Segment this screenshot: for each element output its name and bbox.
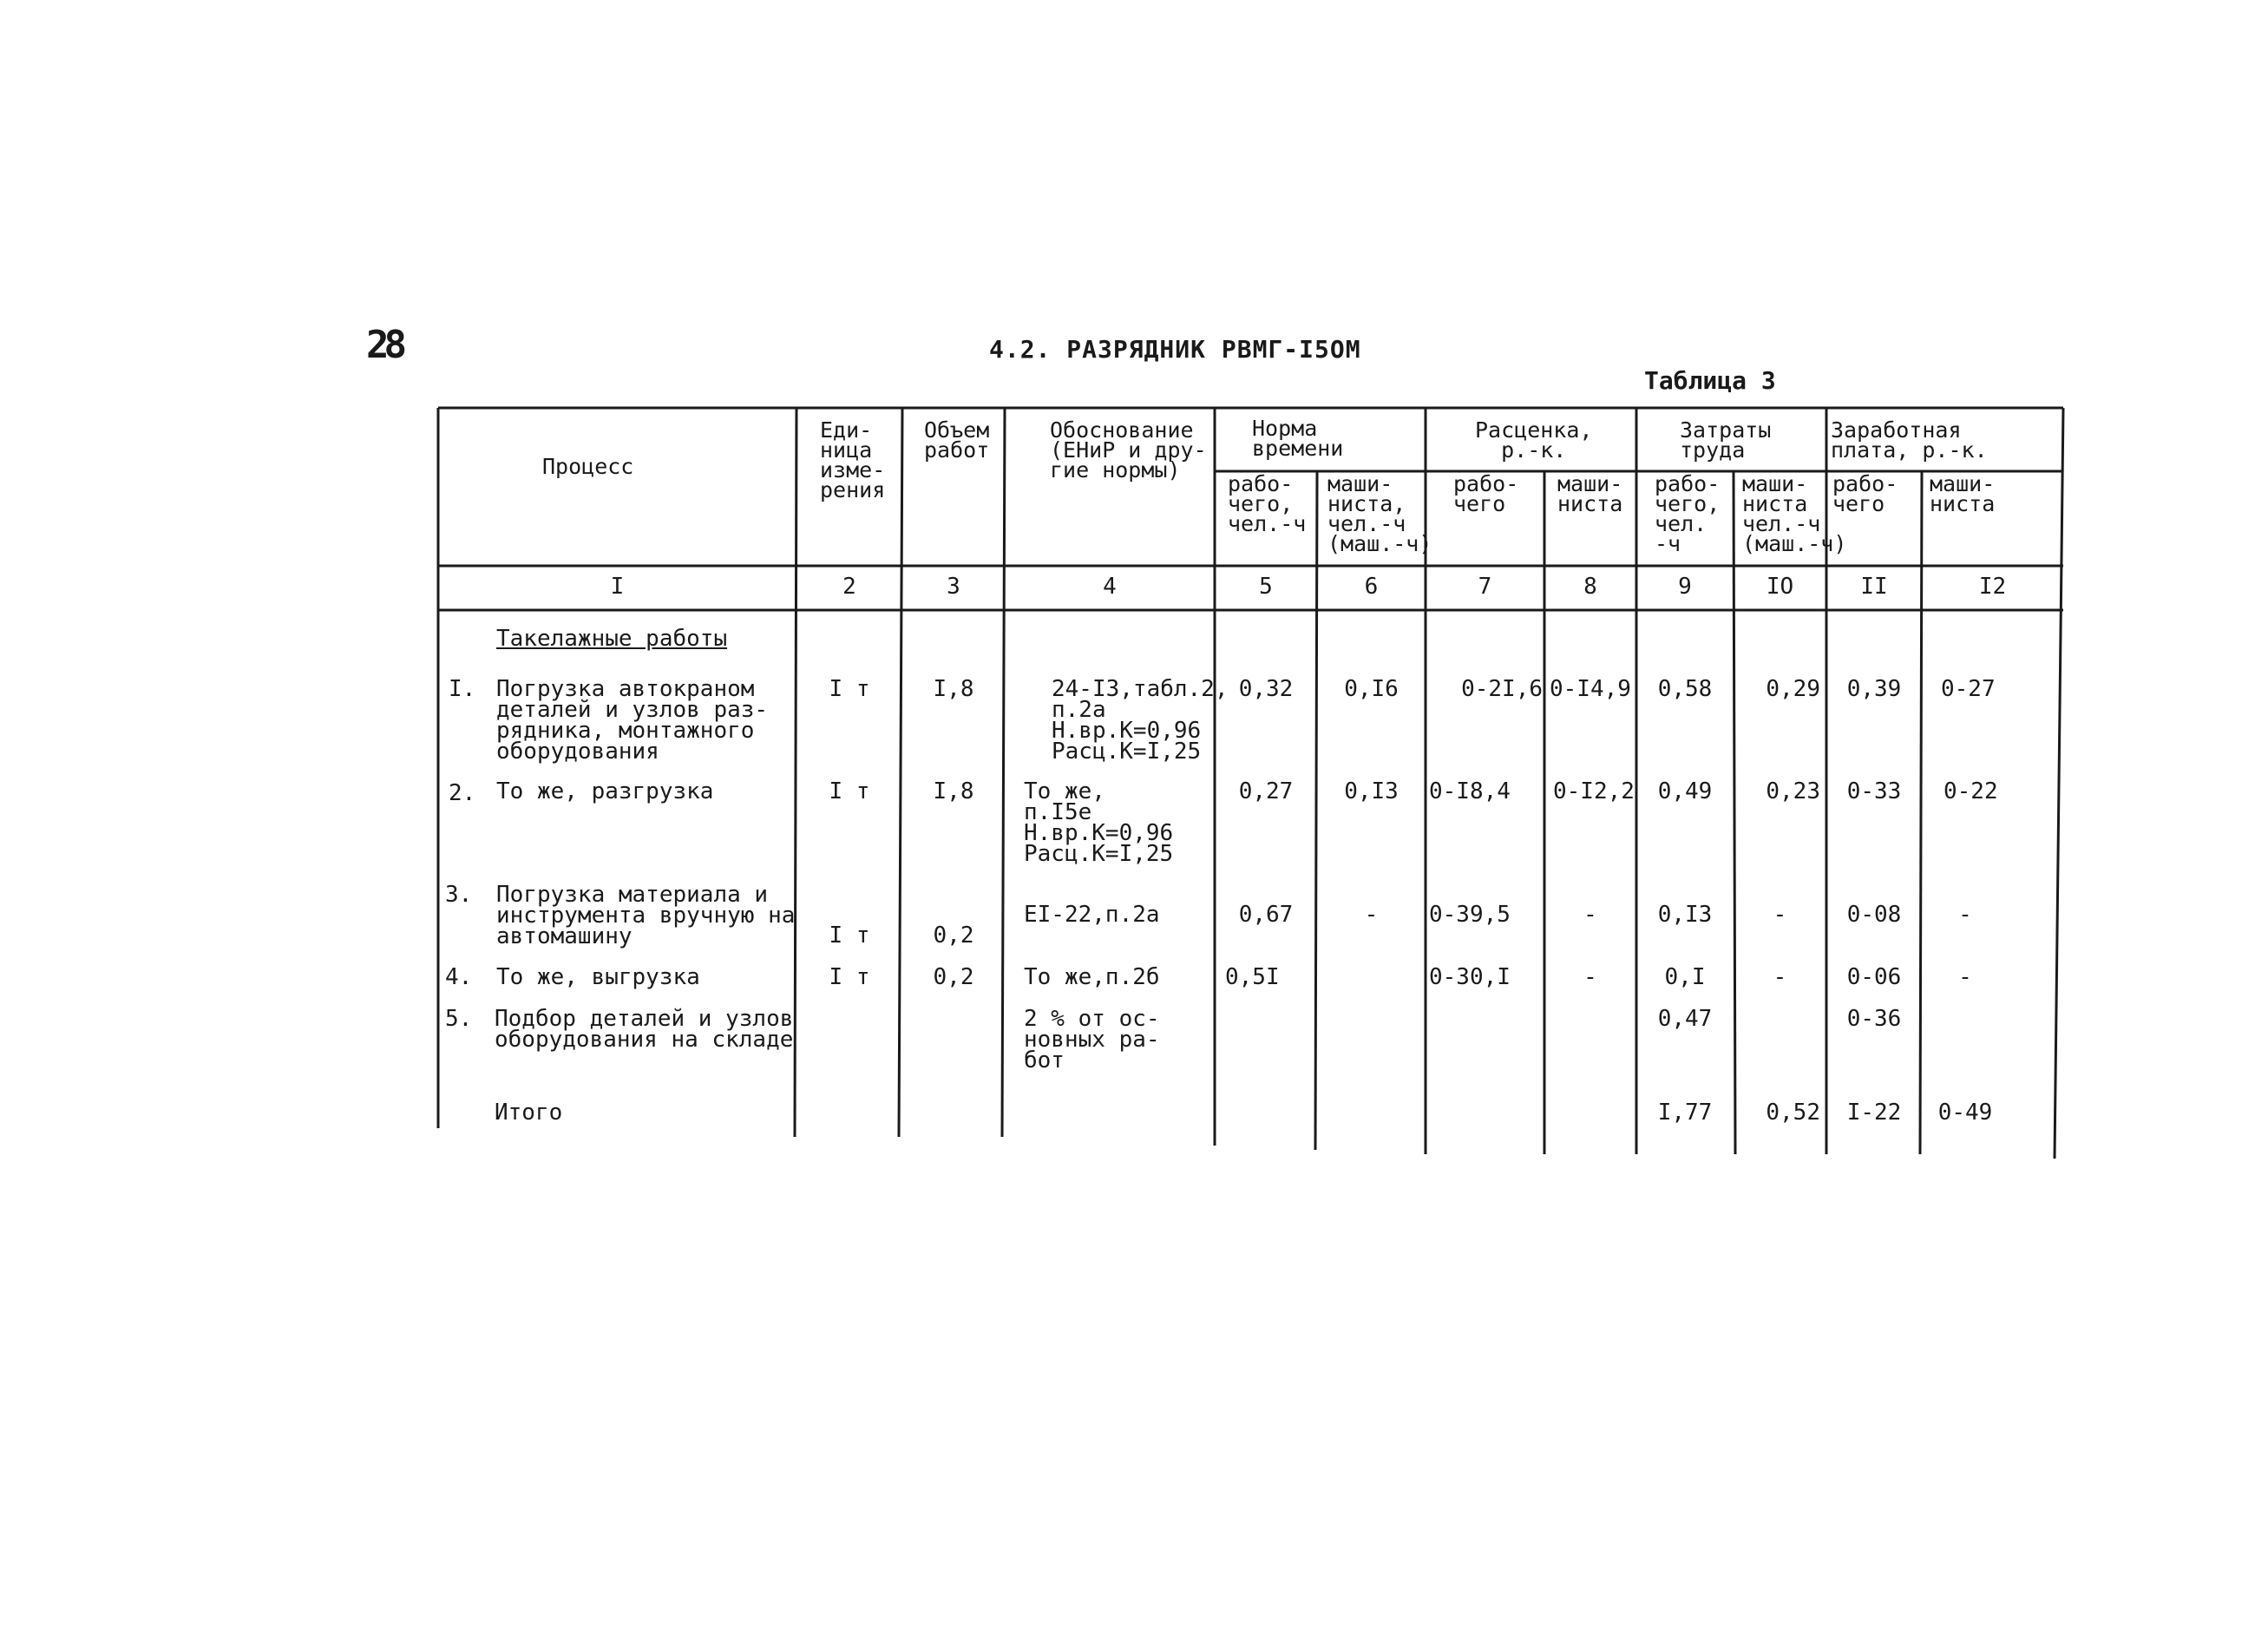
row-wage-worker: 0-06 — [1846, 964, 1902, 990]
total-label: Итого — [495, 1100, 563, 1126]
row-volume: 0,2 — [933, 964, 974, 990]
row-wage-machinist: 0-22 — [1944, 778, 1998, 804]
row-volume: I,8 — [933, 778, 974, 804]
header-rate-worker: рабо- чего — [1453, 471, 1519, 516]
column-number: IO — [1766, 574, 1794, 600]
row-labor-machinist: - — [1773, 902, 1787, 928]
header-time-worker: рабо- чего, чел.-ч — [1228, 471, 1307, 536]
header-labor: Затраты труда — [1680, 417, 1772, 463]
column-number: I2 — [1978, 574, 2007, 600]
row-rate-machinist: - — [1583, 902, 1597, 928]
row-time-worker: 0,32 — [1238, 676, 1294, 702]
row-labor-worker: 0,I — [1664, 964, 1706, 990]
header-rate: Расценка, р.-к. — [1475, 417, 1593, 463]
row-basis: То же, п.I5е Н.вр.К=0,96 Расц.К=I,25 — [1024, 778, 1174, 867]
header-wage-worker: рабо- чего — [1832, 471, 1898, 516]
column-number: 7 — [1478, 574, 1492, 600]
header-volume: Объем работ — [924, 417, 990, 463]
row-rate-machinist: 0-I4,9 — [1550, 676, 1631, 702]
header-wage-machinist: маши- ниста — [1930, 471, 1996, 516]
row-volume: 0,2 — [933, 923, 974, 949]
row-labor-worker: 0,47 — [1657, 1006, 1713, 1032]
section-title: 4.2. РАЗРЯДНИК РВМГ-I5OM — [989, 335, 1361, 364]
row-number: 5. — [445, 1006, 473, 1032]
section-heading: Такелажные работы — [496, 626, 728, 652]
header-wage: Заработная плата, р.-к. — [1831, 417, 1988, 463]
header-time-machinist: маши- ниста, чел.-ч (маш.-ч) — [1327, 471, 1432, 556]
column-number: 2 — [842, 574, 856, 600]
row-unit: I т — [829, 923, 870, 949]
row-number: 3. — [445, 882, 473, 908]
row-labor-machinist: 0,23 — [1766, 778, 1820, 804]
column-number: II — [1860, 574, 1888, 600]
row-labor-worker: 0,58 — [1657, 676, 1713, 702]
header-time-norm: Норма времени — [1252, 416, 1344, 461]
total-wage-worker: I-22 — [1846, 1100, 1902, 1126]
row-unit: I т — [829, 778, 870, 804]
header-labor-worker: рабо- чего, чел. -ч — [1655, 471, 1721, 556]
row-volume: I,8 — [933, 676, 974, 702]
row-unit: I т — [829, 676, 870, 702]
row-rate-worker: 0-2I,6 — [1461, 676, 1543, 702]
row-wage-machinist: - — [1958, 902, 1972, 928]
row-labor-worker: 0,I3 — [1657, 902, 1713, 928]
column-number: 6 — [1364, 574, 1379, 600]
column-number: 8 — [1583, 574, 1597, 600]
row-rate-machinist: - — [1583, 964, 1597, 990]
column-number: 9 — [1678, 574, 1692, 600]
table-caption: Таблица 3 — [1644, 366, 1776, 395]
row-unit: I т — [829, 964, 870, 990]
column-number: 4 — [1103, 574, 1117, 600]
row-process: Подбор деталей и узлов оборудования на складе — [495, 1006, 794, 1053]
row-number: 2. — [449, 780, 476, 806]
column-number: 5 — [1259, 574, 1273, 600]
column-number: 3 — [947, 574, 960, 600]
row-basis: То же,п.2б — [1024, 964, 1160, 990]
header-rate-machinist: маши- ниста — [1557, 471, 1623, 516]
row-process: То же, выгрузка — [496, 964, 700, 990]
row-wage-machinist: 0-27 — [1941, 676, 1996, 702]
total-labor-worker: I,77 — [1657, 1100, 1713, 1126]
header-labor-machinist: маши- ниста чел.-ч (маш.-ч) — [1742, 471, 1847, 556]
row-rate-worker: 0-I8,4 — [1429, 778, 1511, 804]
row-process: Погрузка материала и инструмента вручную на автомашину — [496, 882, 796, 949]
row-number: I. — [449, 676, 476, 702]
column-number: I — [610, 574, 625, 600]
row-process: Погрузка автокраном деталей и узлов раз- рядника, монтажного оборудования — [496, 676, 769, 765]
row-number: 4. — [445, 964, 473, 990]
header-process: Процесс — [542, 454, 634, 479]
row-wage-machinist: - — [1958, 964, 1972, 990]
row-rate-worker: 0-30,I — [1429, 964, 1511, 990]
row-process: То же, разгрузка — [496, 778, 714, 804]
row-wage-worker: 0-36 — [1846, 1006, 1902, 1032]
row-rate-worker: 0-39,5 — [1429, 902, 1511, 928]
row-labor-machinist: - — [1773, 964, 1787, 990]
row-time-machinist: 0,I6 — [1344, 676, 1399, 702]
header-basis: Обоснование (ЕНиР и дру- гие нормы) — [1050, 417, 1207, 483]
page-number: 28 — [366, 323, 402, 367]
row-time-machinist: - — [1364, 902, 1379, 928]
total-labor-machinist: 0,52 — [1766, 1100, 1820, 1126]
header-unit: Еди- ница изме- рения — [820, 417, 886, 502]
row-wage-worker: 0-33 — [1846, 778, 1902, 804]
row-time-machinist: 0,I3 — [1344, 778, 1399, 804]
total-wage-machinist: 0-49 — [1937, 1100, 1993, 1126]
row-time-worker: 0,5I — [1225, 964, 1280, 990]
row-labor-machinist: 0,29 — [1766, 676, 1820, 702]
row-time-worker: 0,27 — [1238, 778, 1294, 804]
row-basis: 2 % от ос- новных ра- бот — [1024, 1006, 1160, 1074]
row-time-worker: 0,67 — [1238, 902, 1294, 928]
row-labor-worker: 0,49 — [1657, 778, 1713, 804]
row-basis: 24-I3,табл.2, п.2а Н.вр.К=0,96 Расц.К=I,25 — [1052, 676, 1229, 765]
row-wage-worker: 0-08 — [1846, 902, 1902, 928]
row-basis: ЕI-22,п.2а — [1024, 902, 1160, 928]
row-wage-worker: 0,39 — [1846, 676, 1902, 702]
row-rate-machinist: 0-I2,2 — [1553, 778, 1635, 804]
